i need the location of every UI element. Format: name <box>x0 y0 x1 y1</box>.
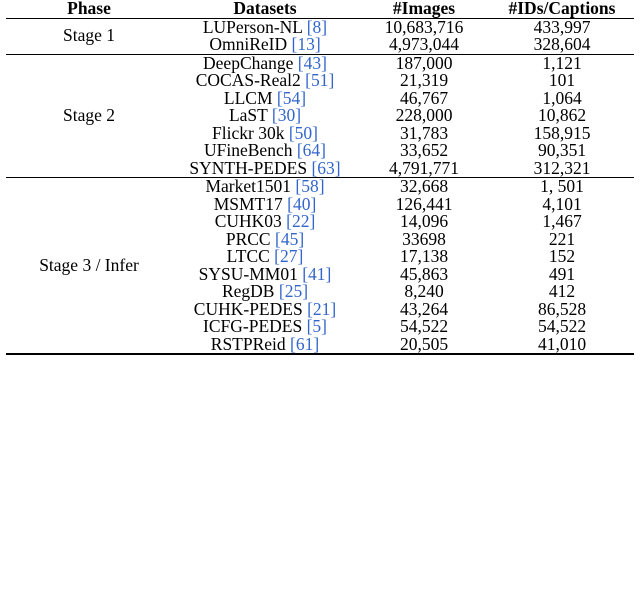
images-count-cell: 21,319 <box>399 70 449 90</box>
dataset-name: ICFG-PEDES <box>203 316 303 336</box>
dataset-name: LTCC <box>226 246 270 266</box>
citation-link[interactable]: [30] <box>271 105 302 125</box>
images-count-cell: 33698 <box>402 228 446 249</box>
dataset-name: Market1501 <box>205 176 291 196</box>
ids-captions-cell: 1,121 <box>490 54 634 72</box>
dataset-name: CUHK-PEDES <box>193 298 303 319</box>
images-count-cell: 43,264 <box>399 298 449 319</box>
ids-captions-cell: 41,010 <box>537 333 587 354</box>
rule-cell <box>358 354 490 359</box>
citation-link[interactable]: [51] <box>305 70 335 90</box>
citation-number: 61 <box>295 333 314 354</box>
images-count-cell: 54,522 <box>399 316 449 336</box>
dataset-name-cell <box>172 36 358 54</box>
dataset-name: LaST <box>228 105 268 125</box>
dataset-name: SYSU-MM01 <box>198 263 298 284</box>
citation-number: 8 <box>312 16 322 37</box>
citation-link[interactable]: [45] <box>274 228 305 249</box>
dataset-name-cell <box>172 333 358 355</box>
images-count-cell: 4,791,771 <box>389 157 459 178</box>
column-header-2: #Images <box>392 0 456 18</box>
citation-link[interactable]: [13] <box>291 34 321 54</box>
citation-number: 58 <box>301 176 319 196</box>
citation-number: 63 <box>317 157 335 178</box>
datasets-table <box>6 0 634 359</box>
citation-link[interactable]: [50] <box>288 122 318 143</box>
dataset-name-cell <box>172 157 358 178</box>
ids-captions-cell: 1,467 <box>542 211 582 231</box>
ids-captions-cell: 10,862 <box>537 105 587 125</box>
citation-number: 50 <box>294 122 313 143</box>
dataset-name: OmniReID <box>209 34 288 54</box>
citation-number: 13 <box>297 34 315 54</box>
images-count-cell: 32,668 <box>358 178 490 196</box>
rule-cell <box>172 354 358 359</box>
citation-number: 64 <box>302 140 321 160</box>
ids-captions-cell: 1, 501 <box>490 178 634 196</box>
citation-number: 30 <box>277 105 296 125</box>
dataset-name: DeepChange <box>203 52 294 73</box>
images-count-cell: 31,783 <box>399 122 449 143</box>
citation-link[interactable]: [43] <box>297 52 327 73</box>
images-count-cell: 187,000 <box>358 54 490 72</box>
header-row <box>6 0 634 18</box>
ids-captions-cell: 412 <box>548 281 576 301</box>
citation-link[interactable]: [64] <box>296 140 326 160</box>
images-count-cell: 228,000 <box>395 105 453 125</box>
ids-captions-cell: 221 <box>548 228 576 249</box>
citation-link[interactable]: [5] <box>306 316 327 336</box>
citation-number: 41 <box>308 263 326 284</box>
images-count-cell: 10,683,716 <box>358 18 490 36</box>
dataset-name: MSMT17 <box>213 193 283 214</box>
dataset-name: COCAS-Real2 <box>195 70 301 90</box>
images-count-cell: 46,767 <box>399 87 449 108</box>
images-count-cell: 17,138 <box>399 246 449 266</box>
bottom-rule <box>6 354 634 359</box>
rule-cell <box>6 354 172 359</box>
citation-link[interactable]: [22] <box>286 211 316 231</box>
column-header-1: Datasets <box>233 0 297 18</box>
dataset-name: LLCM <box>223 87 273 108</box>
ids-captions-cell: 312,321 <box>533 157 591 178</box>
dataset-name: CUHK03 <box>214 211 282 231</box>
images-count-cell: 45,863 <box>399 263 449 284</box>
citation-number: 51 <box>310 70 329 90</box>
citation-link[interactable]: [8] <box>306 16 328 37</box>
images-count-cell: 4,973,044 <box>389 34 459 54</box>
images-count-cell: 33,652 <box>399 140 449 160</box>
citation-link[interactable]: [27] <box>274 246 304 266</box>
citation-link[interactable]: [63] <box>311 157 341 178</box>
citation-link[interactable]: [41] <box>302 263 332 284</box>
citation-link[interactable]: [54] <box>276 87 307 108</box>
ids-captions-cell: 1,064 <box>542 87 582 108</box>
citation-link[interactable]: [25] <box>278 281 309 301</box>
citation-link[interactable]: [21] <box>307 298 337 319</box>
images-count-cell: 8,240 <box>404 281 444 301</box>
citation-number: 27 <box>280 246 298 266</box>
ids-captions-cell: 54,522 <box>537 316 587 336</box>
citation-link[interactable]: [58] <box>295 176 325 196</box>
citation-number: 5 <box>312 316 322 336</box>
citation-link[interactable]: [61] <box>290 333 320 354</box>
column-header-3: #IDs/Captions <box>508 0 616 18</box>
images-count-cell: 126,441 <box>395 193 453 214</box>
ids-captions-cell: 4,101 <box>542 193 582 214</box>
phase-cell: Stage 2 <box>6 54 172 178</box>
dataset-name: LUPerson-NL <box>202 16 303 37</box>
images-count-cell: 14,096 <box>399 211 449 231</box>
dataset-name: RSTPReid <box>210 333 286 354</box>
dataset-name: PRCC <box>225 228 271 249</box>
citation-link[interactable]: [40] <box>287 193 317 214</box>
column-header-0: Phase <box>67 0 111 18</box>
ids-captions-cell: 158,915 <box>533 122 591 143</box>
citation-number: 54 <box>282 87 301 108</box>
ids-captions-cell: 433,997 <box>490 18 634 36</box>
ids-captions-cell: 328,604 <box>533 34 591 54</box>
table-row <box>6 178 634 196</box>
ids-captions-cell: 90,351 <box>537 140 587 160</box>
citation-number: 40 <box>292 193 311 214</box>
rule-cell <box>490 354 634 359</box>
citation-number: 43 <box>303 52 322 73</box>
dataset-name: UFineBench <box>204 140 293 160</box>
phase-cell: Stage 3 / Infer <box>6 178 172 355</box>
dataset-name: SYNTH-PEDES <box>189 157 308 178</box>
citation-number: 25 <box>284 281 303 301</box>
phase-cell: Stage 1 <box>6 18 172 54</box>
ids-captions-cell: 491 <box>548 263 576 284</box>
dataset-name: Flickr 30k <box>212 122 285 143</box>
dataset-name: RegDB <box>221 281 275 301</box>
images-count-cell: 20,505 <box>399 333 449 354</box>
citation-number: 21 <box>312 298 331 319</box>
ids-captions-cell: 101 <box>548 70 576 90</box>
ids-captions-cell: 152 <box>548 246 576 266</box>
ids-captions-cell: 86,528 <box>537 298 587 319</box>
citation-number: 22 <box>291 211 310 231</box>
citation-number: 45 <box>280 228 299 249</box>
